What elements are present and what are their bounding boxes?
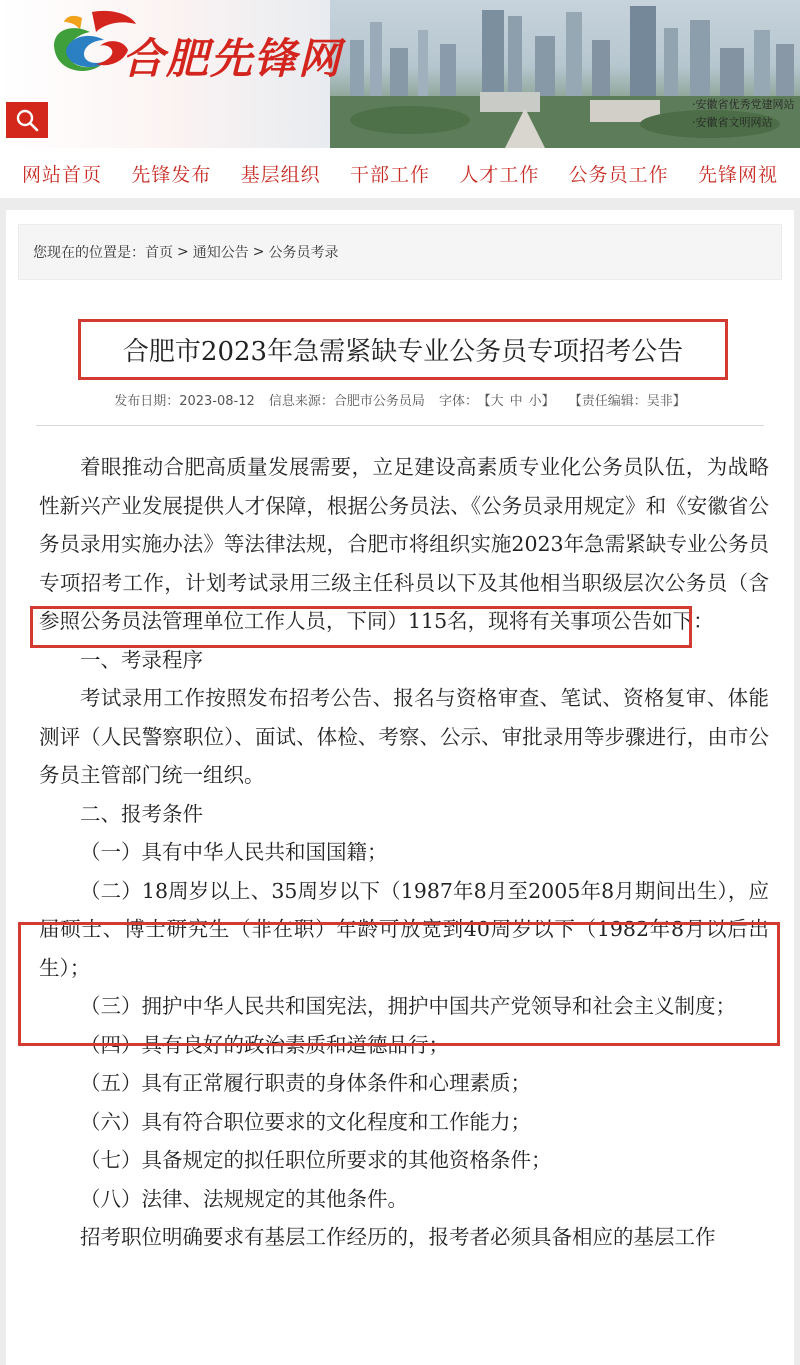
breadcrumb-prefix: 您现在的位置是： (33, 245, 145, 261)
font-size-control (439, 394, 555, 409)
nav-item-civil-servant-work[interactable]: 公务员工作 (568, 163, 669, 186)
article-title: 合肥市2023年急需紧缺专业公务员专项招考公告 (122, 337, 684, 367)
quota-highlight-box (30, 606, 692, 648)
article-body (39, 448, 769, 1257)
condition-item: （五）具有正常履行职责的身体条件和心理素质； (80, 1071, 531, 1095)
condition-item: （三）拥护中华人民共和国宪法，拥护中国共产党领导和社会主义制度； (80, 994, 736, 1018)
condition-item: （七）具备规定的拟任职位所要求的其他资格条件； (80, 1148, 552, 1172)
condition-item: （六）具有符合职位要求的文化程度和工作能力； (80, 1109, 531, 1134)
site-banner (0, 0, 800, 148)
nav-item-home[interactable]: 网站首页 (22, 163, 103, 186)
condition-item: （八）法律、法规规定的其他条件。 (80, 1186, 408, 1211)
responsible-editor: 【责任编辑：吴非】 (568, 394, 686, 409)
article-meta (6, 390, 794, 409)
breadcrumb-civil-servant-recruit[interactable]: 公务员考录 (268, 245, 339, 261)
nav-item-grassroots[interactable]: 基层组织 (240, 163, 321, 186)
article-paragraph: 着眼推动合肥高质量发展需要，立足建设高素质专业化公务员队伍，为战略性新兴产业发展提供人才保障，根据公务员法、《公务员录用规定》和《安徽省公务员录用实施办法》等法律法规，合肥市将组织实施2023年急需紧缺专业公务员专项招考工作，计划考试录用三级主任科员以下及其他相当职级层次公务员（含参照公务员法管理单位工作人员，下同）115名，现将有关事项公告如下： (39, 455, 769, 633)
site-logo-text: 合肥先锋网 (122, 34, 343, 83)
font-size-medium-button[interactable]: 中 (509, 394, 523, 409)
condition-item: （一）具有中华人民共和国国籍； (80, 840, 388, 864)
condition-item: （二）18周岁以上、35周岁以下（1987年8月至2005年8月期间出生），应届硕士、博士研究生（非在职）年龄可放宽到40周岁以下（1982年8月以后出生）； (39, 878, 769, 980)
breadcrumb-home[interactable]: 首页 (145, 245, 173, 261)
font-size-large-button[interactable]: 大 (490, 394, 504, 409)
content-panel (6, 210, 794, 1365)
nav-item-talent-work[interactable]: 人才工作 (459, 163, 540, 186)
info-source: 信息来源：合肥市公务员局 (268, 394, 425, 409)
section-heading: 二、报考条件 (80, 801, 203, 826)
main-nav (0, 148, 800, 198)
article-paragraph: 招考职位明确要求有基层工作经历的，报考者必须具备相应的基层工作 (80, 1225, 716, 1249)
breadcrumb-notices[interactable]: 通知公告 (192, 245, 249, 261)
font-size-label: 字体： (439, 394, 479, 409)
age-condition-highlight-box (18, 922, 780, 1046)
section-heading: 一、考录程序 (80, 647, 203, 672)
article-title-highlight (78, 319, 728, 380)
font-size-small-button[interactable]: 小 (528, 394, 542, 409)
font-size-bracket-close: 】 (541, 394, 555, 409)
meta-divider (36, 425, 764, 426)
breadcrumb (18, 224, 782, 280)
honor-item: ·安徽省优秀党建网站 (692, 98, 795, 111)
nav-item-cadre-work[interactable]: 干部工作 (349, 163, 430, 186)
nav-item-pioneer-release[interactable]: 先锋发布 (131, 163, 212, 186)
site-honors (692, 96, 795, 132)
search-button[interactable] (6, 102, 48, 138)
nav-item-pioneer-video[interactable]: 先锋网视 (697, 163, 778, 186)
publish-date: 发布日期：2023-08-12 (114, 394, 255, 409)
condition-item: （四）具有良好的政治素质和道德品行； (80, 1032, 449, 1057)
article-paragraph: 考试录用工作按照发布招考公告、报名与资格审查、笔试、资格复审、体能测评（人民警察职位）、面试、体检、考察、公示、审批录用等步骤进行，由市公务员主管部门统一组织。 (39, 686, 769, 787)
search-icon (15, 108, 39, 132)
honor-item: ·安徽省文明网站 (692, 116, 773, 129)
breadcrumb-separator: > (252, 244, 265, 260)
breadcrumb-separator: > (177, 244, 189, 260)
font-size-bracket-open: 【 (484, 394, 491, 409)
